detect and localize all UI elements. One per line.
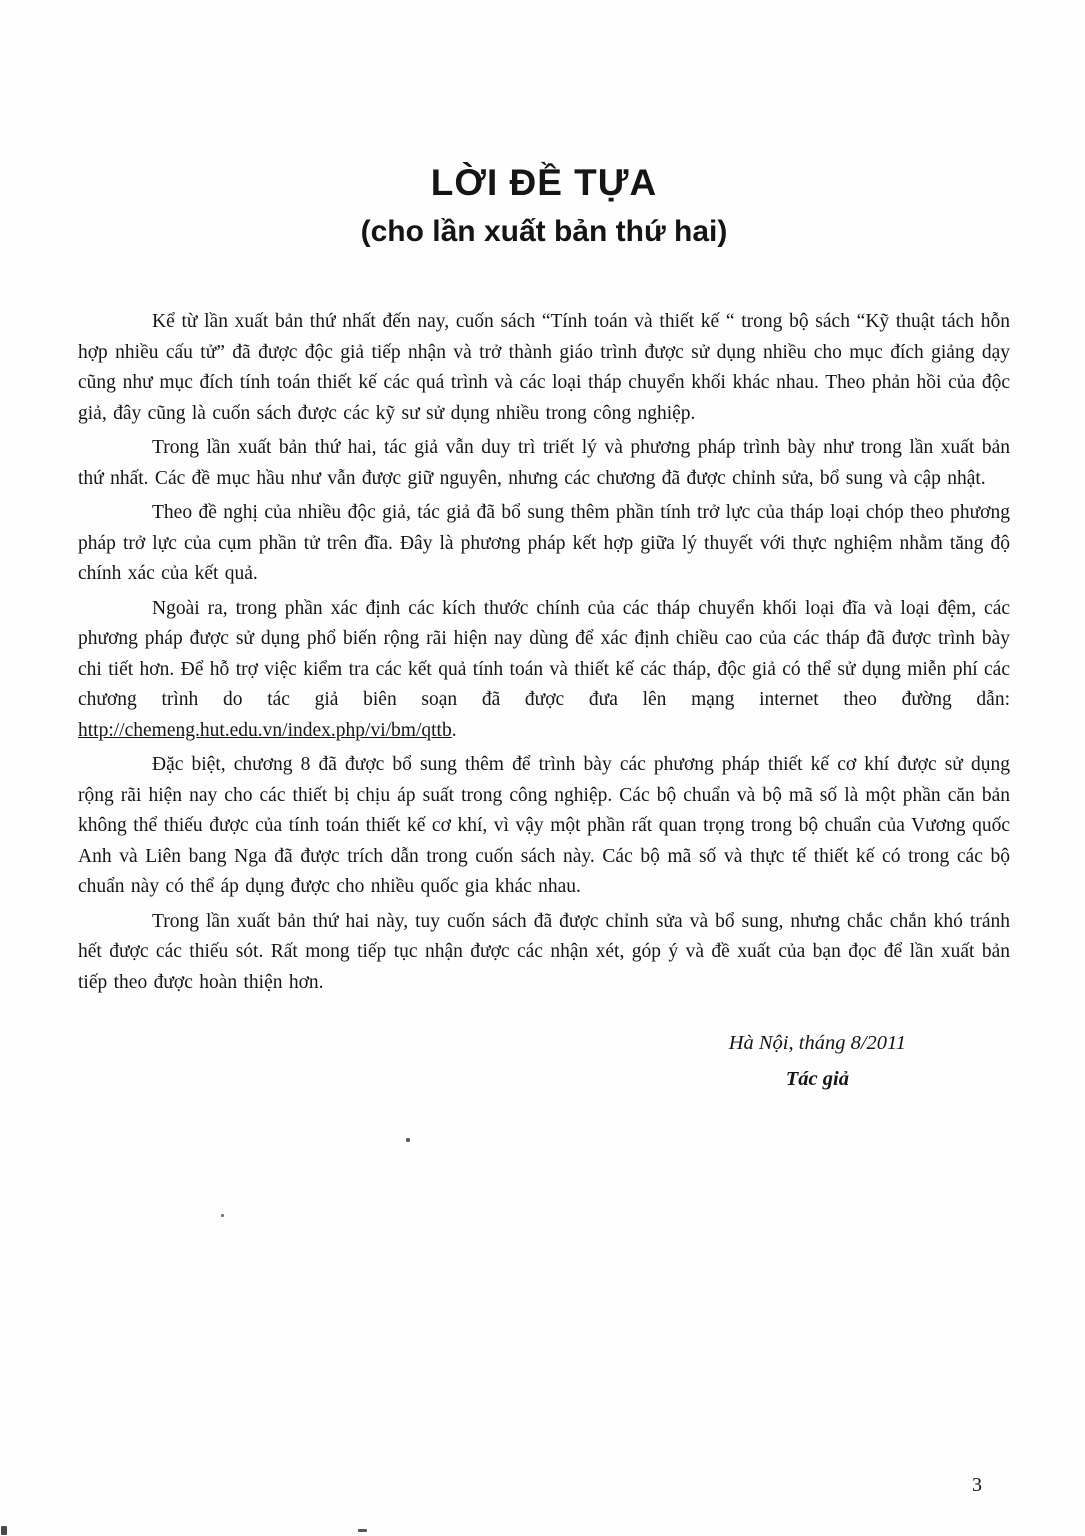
signature-block (729, 1028, 906, 1094)
paragraph (78, 498, 1010, 590)
paragraph-text: Theo đề nghị của nhiều độc giả, tác giả đã bổ sung thêm phần tính trở lực của tháp loại chóp theo phương pháp trở lực của cụm phần tử trên đĩa. Đây là phương pháp kết hợp giữa lý thuyết với thực nghiệm nhằm tăng độ chính xác của kết quả. (78, 502, 1010, 584)
scan-artifact (406, 1138, 410, 1142)
paragraph (78, 907, 1010, 999)
page-title: LỜI ĐỀ TỰA (430, 162, 658, 203)
paragraph (78, 433, 1010, 494)
title-block (78, 0, 1010, 251)
paragraph-text: . (451, 719, 457, 741)
paragraph-text: Trong lần xuất bản thứ hai này, tuy cuốn sách đã được chỉnh sửa và bổ sung, nhưng chắc chắn khó tránh hết được các thiếu sót. Rất mong tiếp tục nhận được các nhận xét, góp ý và đề xuất của bạn đọc để lần xuất bản tiếp theo được hoàn thiện hơn. (78, 910, 1010, 993)
paragraph-text: Kể từ lần xuất bản thứ nhất đến nay, cuốn sách “Tính toán và thiết kế “ trong bộ sách “Kỹ thuật tách hỗn hợp nhiều cấu tử” đã được độc giả tiếp nhận và trở thành giáo trình được sử dụng nhiều cho mục đích giảng dạy cũng như mục đích tính toán thiết kế các quá trình và các loại tháp chuyển khối khác nhau. Theo phản hồi của độc giả, đây cũng là cuốn sách được các kỹ sư sử dụng nhiều trong công nghiệp. (78, 311, 1010, 424)
paragraph-text: Trong lần xuất bản thứ hai, tác giả vẫn duy trì triết lý và phương pháp trình bày như trong lần xuất bản thứ nhất. Các đề mục hầu như vẫn được giữ nguyên, nhưng các chương đã được chỉnh sửa, bổ sung và cập nhật. (78, 437, 1010, 489)
url-link[interactable]: http://chemeng.hut.edu.vn/index.php/vi/bm/qttb (78, 719, 452, 741)
page-subtitle: (cho lần xuất bản thứ hai) (360, 215, 728, 248)
paragraph (78, 307, 1010, 429)
scan-artifact (221, 1214, 224, 1217)
paragraph (78, 594, 1010, 747)
signature-place-date: Hà Nội, tháng 8/2011 (728, 1032, 906, 1054)
paragraph-text: Ngoài ra, trong phần xác định các kích thước chính của các tháp chuyển khối loại đĩa và loại đệm, các phương pháp được sử dụng phổ biến rộng rãi hiện nay dùng để xác định chiều cao của các tháp đã được trình bày chi tiết hơn. Để hỗ trợ việc kiểm tra các kết quả tính toán và thiết kế các tháp, độc giả có thể sử dụng miễn phí các chương trình do tác giả biên soạn đã được đưa lên mạng internet theo đường dẫn: (78, 597, 1010, 710)
signature-author: Tác giả (785, 1068, 849, 1090)
page-content (78, 0, 1010, 1094)
paragraph-text: Đặc biệt, chương 8 đã được bổ sung thêm để trình bày các phương pháp thiết kế cơ khí được sử dụng rộng rãi hiện nay cho các thiết bị chịu áp suất trong công nghiệp. Các bộ chuẩn và bộ mã số là một phần căn bản không thể thiếu được của tính toán thiết kế cơ khí, vì vậy một phần rất quan trọng trong bộ chuẩn của Vương quốc Anh và Liên bang Nga đã được trích dẫn trong cuốn sách này. Các bộ mã số và thực tế thiết kế có trong các bộ chuẩn này có thể áp dụng được cho nhiều quốc gia khác nhau. (78, 754, 1010, 897)
scan-artifact (358, 1529, 367, 1532)
paragraph (78, 750, 1010, 903)
body-paragraphs (78, 307, 1010, 998)
page-number: 3 (972, 1474, 982, 1496)
scan-artifact (1, 1526, 7, 1535)
